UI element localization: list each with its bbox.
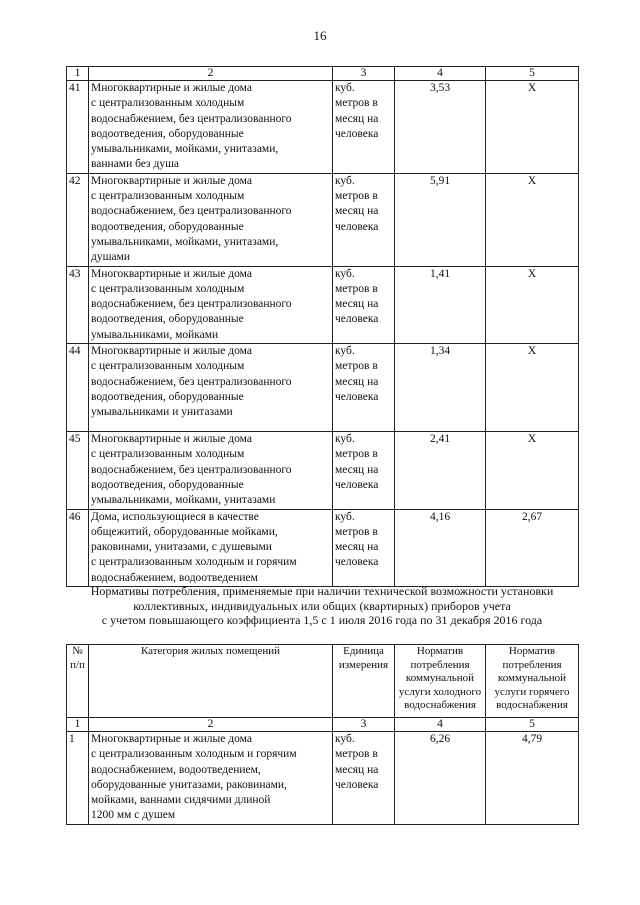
category-line: оборудованные унитазами, раковинами,	[91, 778, 287, 791]
hot-water-value: X	[486, 432, 579, 509]
category-line: водоснабжением, без централизованного	[91, 298, 292, 311]
unit-line: куб.	[335, 345, 355, 358]
unit-line: месяц на	[335, 298, 379, 311]
header-line: Норматив	[416, 645, 464, 657]
row-number: 42	[67, 173, 89, 266]
category-line: Многоквартирные и жилые дома	[91, 433, 252, 446]
col-number: 5	[486, 718, 579, 732]
header-category: Категория жилых помещений	[89, 645, 333, 718]
heading-line: коллективных, индивидуальных или общих (квартирных) приборов учета	[133, 598, 511, 613]
category-line: с централизованным холодным	[91, 190, 245, 203]
header-line: коммунальной	[497, 672, 567, 685]
unit-cell	[333, 173, 395, 266]
unit-line: куб.	[335, 174, 355, 187]
category-cell	[89, 344, 333, 432]
cold-water-value: 2,41	[395, 432, 486, 509]
header-line: измерения	[338, 658, 389, 671]
cold-water-value: 1,34	[395, 344, 486, 432]
table-row	[67, 432, 579, 509]
unit-line: человека	[335, 127, 379, 140]
cold-water-value: 4,16	[395, 509, 486, 586]
category-line: с централизованным холодным	[91, 448, 245, 461]
header-unit	[333, 645, 395, 718]
category-line: водоотведения, оборудованные	[91, 220, 244, 233]
unit-cell	[333, 81, 395, 174]
unit-line: метров в	[335, 190, 378, 203]
category-line: водоснабжением, без централизованного	[91, 463, 292, 476]
category-line: с централизованным холодным	[91, 360, 245, 373]
table-row	[67, 344, 579, 432]
unit-line: куб.	[335, 510, 355, 523]
row-number: 43	[67, 266, 89, 343]
hot-water-value: X	[486, 344, 579, 432]
category-line: 1200 мм с душем	[91, 809, 176, 822]
cold-water-value: 6,26	[395, 732, 486, 825]
header-line: Норматив	[508, 645, 556, 657]
category-line: ваннами без душа	[91, 158, 180, 171]
column-number-row	[67, 718, 579, 732]
unit-line: человека	[335, 313, 379, 326]
unit-line: метров в	[335, 97, 378, 110]
header-line: п/п	[70, 658, 85, 671]
header-line: Единица	[343, 645, 384, 657]
cold-water-value: 3,53	[395, 81, 486, 174]
table-row	[67, 509, 579, 586]
category-line: умывальниками, мойками, унитазами,	[91, 143, 279, 156]
category-line: мойками, ваннами сидячими длиной	[91, 794, 271, 807]
category-cell	[89, 432, 333, 509]
hot-water-value: X	[486, 266, 579, 343]
section-heading	[60, 584, 584, 628]
category-line: с централизованным холодным и горячим	[91, 556, 297, 569]
category-cell	[89, 266, 333, 343]
category-line: умывальниками, мойками, унитазами,	[91, 235, 279, 248]
category-line: общежитий, оборудованные мойками,	[91, 525, 278, 538]
unit-cell	[333, 732, 395, 825]
table-row	[67, 732, 579, 825]
table-row	[67, 266, 579, 343]
category-cell	[89, 732, 333, 825]
unit-line: человека	[335, 478, 379, 491]
row-number: 1	[67, 732, 89, 825]
category-line: умывальниками, мойками, унитазами	[91, 494, 276, 507]
unit-line: месяц на	[335, 375, 379, 388]
header-line: услуги холодного	[398, 685, 482, 698]
category-line: водоснабжением, водоотведением	[91, 571, 258, 584]
unit-line: куб.	[335, 733, 355, 745]
category-line: Многоквартирные и жилые дома	[91, 82, 252, 94]
col-number: 3	[333, 67, 395, 81]
unit-line: месяц на	[335, 463, 379, 476]
unit-line: человека	[335, 556, 379, 569]
header-line: коммунальной	[405, 672, 475, 685]
unit-line: человека	[335, 778, 379, 791]
header-line: №	[72, 645, 83, 657]
unit-line: метров в	[335, 748, 378, 761]
header-line: потребления	[410, 658, 470, 671]
unit-line: человека	[335, 390, 379, 403]
col-number: 2	[89, 67, 333, 81]
unit-cell	[333, 432, 395, 509]
category-line: Многоквартирные и жилые дома	[91, 733, 252, 745]
category-cell	[89, 173, 333, 266]
category-line: раковинами, унитазами, с душевыми	[91, 541, 272, 554]
category-line: с централизованным холодным и горячим	[91, 748, 297, 761]
col-number: 4	[395, 718, 486, 732]
category-line: Многоквартирные и жилые дома	[91, 267, 252, 280]
category-line: водоотведения, оборудованные	[91, 478, 244, 491]
col-number: 2	[89, 718, 333, 732]
hot-water-value: 4,79	[486, 732, 579, 825]
category-line: водоотведения, оборудованные	[91, 127, 244, 140]
category-line: водоотведения, оборудованные	[91, 390, 244, 403]
hot-water-value: X	[486, 81, 579, 174]
unit-line: куб.	[335, 82, 355, 94]
category-line: водоснабжением, без централизованного	[91, 205, 292, 218]
category-line: водоотведения, оборудованные	[91, 313, 244, 326]
norms-table-continued	[66, 66, 579, 587]
row-number: 46	[67, 509, 89, 586]
column-number-row	[67, 67, 579, 81]
norms-table-coefficient	[66, 644, 579, 825]
category-line: Многоквартирные и жилые дома	[91, 345, 252, 358]
header-cold-water	[395, 645, 486, 718]
table-row	[67, 173, 579, 266]
header-row	[67, 645, 579, 718]
category-line: Многоквартирные и жилые дома	[91, 174, 252, 187]
unit-line: месяц на	[335, 763, 379, 776]
header-line: водоснабжения	[404, 699, 476, 712]
table-row	[67, 81, 579, 174]
category-line: умывальниками, мойками	[91, 328, 219, 341]
unit-line: куб.	[335, 267, 355, 280]
hot-water-value: 2,67	[486, 509, 579, 586]
unit-cell	[333, 509, 395, 586]
hot-water-value: X	[486, 173, 579, 266]
category-line: водоснабжением, водоотведением,	[91, 763, 261, 776]
col-number: 5	[486, 67, 579, 81]
heading-line: с учетом повышающего коэффициента 1,5 с 1 июля 2016 года по 31 декабря 2016 года	[101, 613, 543, 627]
row-number: 45	[67, 432, 89, 509]
header-line: услуги горячего	[494, 685, 570, 698]
col-number: 4	[395, 67, 486, 81]
category-line: с централизованным холодным	[91, 282, 245, 295]
unit-cell	[333, 266, 395, 343]
header-number	[67, 645, 89, 718]
col-number: 3	[333, 718, 395, 732]
page-number: 16	[313, 28, 327, 43]
unit-line: метров в	[335, 448, 378, 461]
category-cell	[89, 81, 333, 174]
category-line: водоснабжением, без централизованного	[91, 112, 292, 125]
unit-line: метров в	[335, 360, 378, 373]
col-number: 1	[67, 718, 89, 732]
unit-line: месяц на	[335, 205, 379, 218]
category-line: Дома, использующиеся в качестве	[91, 510, 259, 523]
cold-water-value: 5,91	[395, 173, 486, 266]
unit-line: метров в	[335, 282, 378, 295]
unit-line: куб.	[335, 433, 355, 446]
heading-line: Нормативы потребления, применяемые при наличии технической возможности установки	[90, 584, 554, 598]
header-line: потребления	[502, 658, 562, 671]
row-number: 41	[67, 81, 89, 174]
cold-water-value: 1,41	[395, 266, 486, 343]
category-cell	[89, 509, 333, 586]
unit-line: месяц на	[335, 112, 379, 125]
header-line: водоснабжения	[496, 699, 568, 712]
col-number: 1	[67, 67, 89, 81]
category-line: водоснабжением, без централизованного	[91, 375, 292, 388]
category-line: с централизованным холодным	[91, 97, 245, 110]
row-number: 44	[67, 344, 89, 432]
unit-line: человека	[335, 220, 379, 233]
category-line: умывальниками и унитазами	[91, 406, 233, 419]
unit-line: метров в	[335, 525, 378, 538]
category-line: душами	[91, 251, 130, 264]
unit-cell	[333, 344, 395, 432]
unit-line: месяц на	[335, 541, 379, 554]
header-hot-water	[486, 645, 579, 718]
